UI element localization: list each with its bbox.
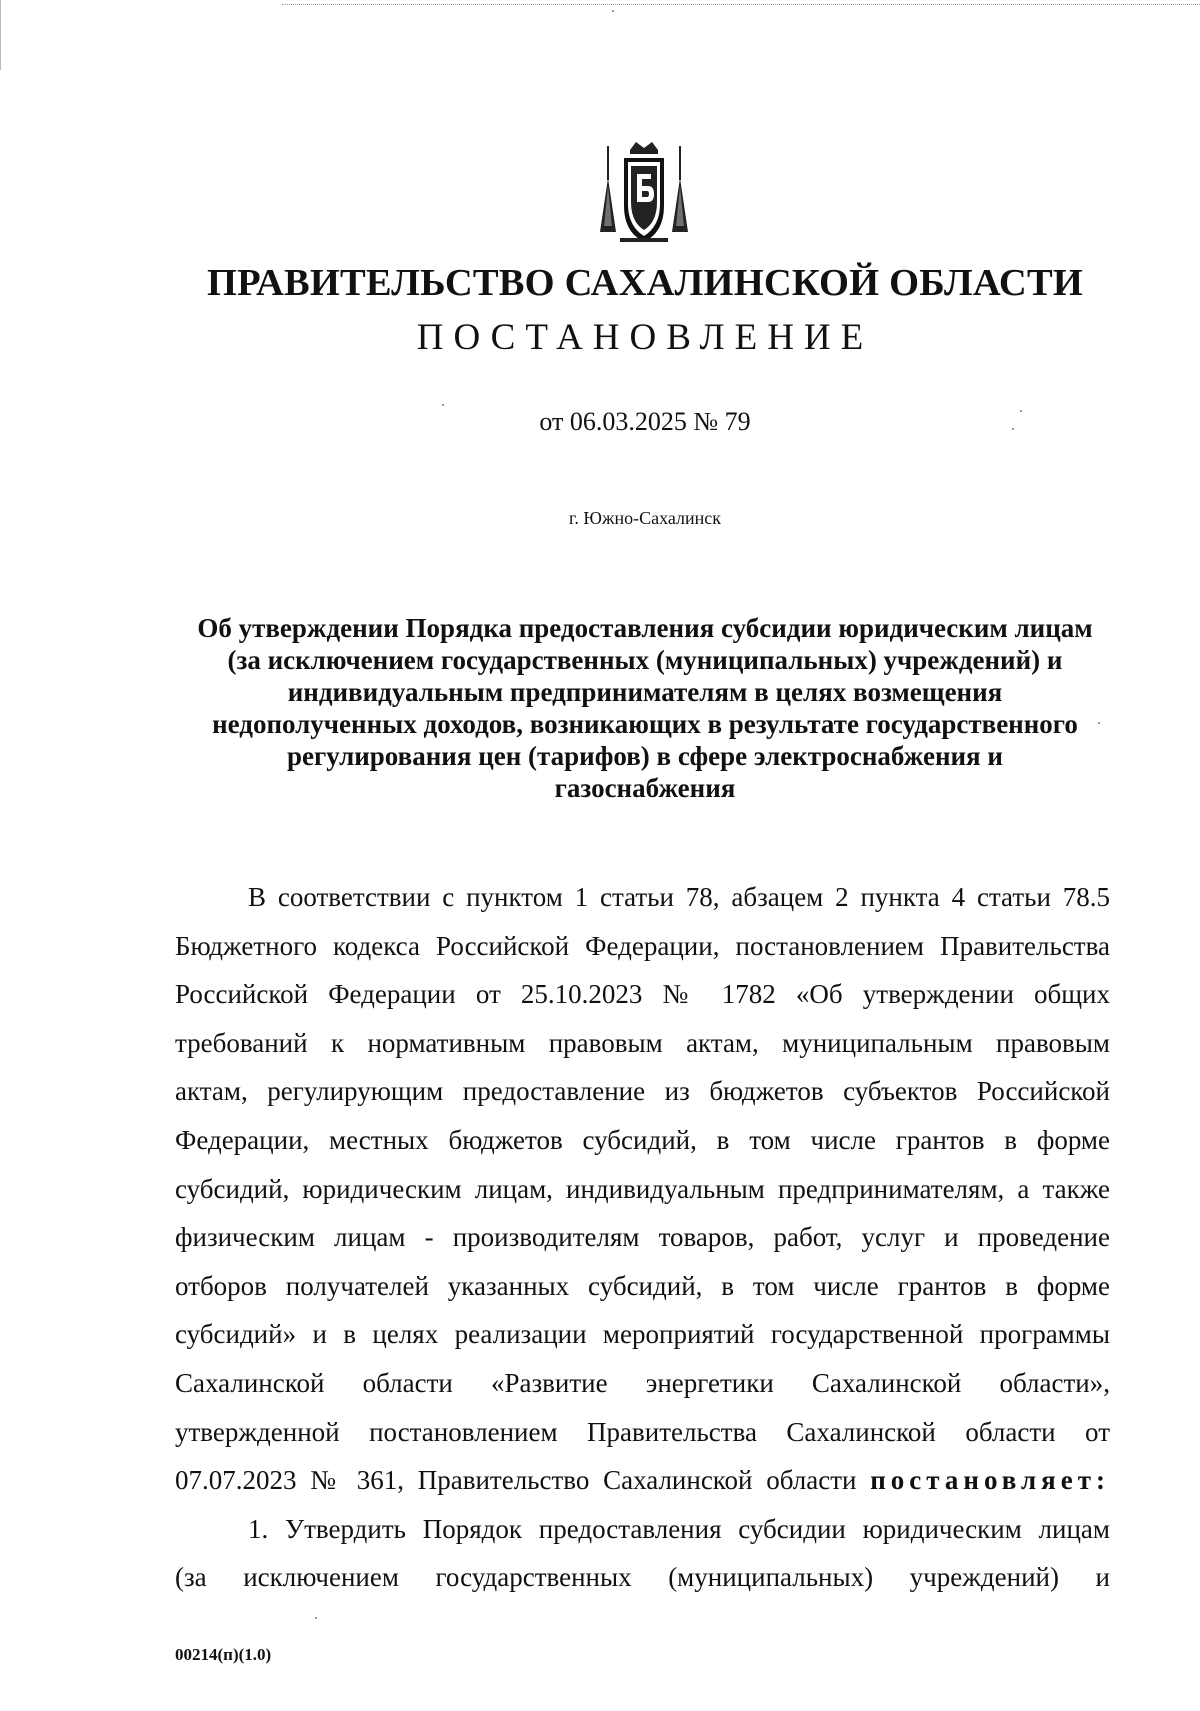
document-type: ПОСТАНОВЛЕНИЕ xyxy=(416,317,874,358)
resolution-colon: : xyxy=(1096,1465,1110,1496)
body-line: отборов получателей указанных субсидий, в том числе грантов в форме xyxy=(175,1270,1110,1301)
document-title-line: Об утверждении Порядка предоставления субсидии юридическим лицам xyxy=(197,613,1093,643)
clause-line: (за исключением государственных (муниципальных) учреждений) и xyxy=(175,1562,1110,1593)
resolution-line xyxy=(175,1456,1110,1505)
body-line: В соответствии с пунктом 1 статьи 78, абзацем 2 пункта 4 статьи 78.5 xyxy=(248,882,1110,912)
document-city: г. Южно-Сахалинск xyxy=(568,508,722,528)
body-line: Федерации, местных бюджетов субсидий, в том числе грантов в форме xyxy=(175,1124,1110,1155)
scan-speck xyxy=(315,1617,317,1619)
body-line: физическим лицам - производителям товаров, работ, услуг и проведение xyxy=(175,1222,1110,1253)
body-line: утвержденной постановлением Правительства Сахалинской области от xyxy=(175,1416,1110,1447)
body-line: субсидий» и в целях реализации мероприятий государственной программы xyxy=(175,1319,1110,1350)
body-line: субсидий, юридическим лицам, индивидуальным предпринимателям, а также xyxy=(175,1173,1110,1204)
sakhalin-coat-of-arms-icon xyxy=(598,140,690,246)
document-title-line: индивидуальным предпринимателям в целях возмещения xyxy=(287,677,1003,707)
clause-line: 1. Утвердить Порядок предоставления субсидии юридическим лицам xyxy=(248,1513,1110,1544)
document-title-line: регулирования цен (тарифов) в сфере электроснабжения и xyxy=(287,741,1003,771)
body-line: Бюджетного кодекса Российской Федерации, постановлением Правительства xyxy=(175,930,1110,961)
document-form-code: 00214(п)(1.0) xyxy=(175,1645,272,1664)
body-line: актам, регулирующим предоставление из бюджетов субъектов Российской xyxy=(175,1076,1110,1107)
scan-speck xyxy=(612,10,614,12)
organization-name: ПРАВИТЕЛЬСТВО САХАЛИНСКОЙ ОБЛАСТИ xyxy=(207,262,1083,304)
document-title-line: (за исключением государственных (муниципальных) учреждений) и xyxy=(227,645,1063,675)
scan-edge-mark xyxy=(0,0,1,70)
document-title-line: газоснабжения xyxy=(554,773,736,803)
body-line: требований к нормативным правовым актам, муниципальным правовым xyxy=(175,1027,1110,1058)
body-line: Сахалинской области «Развитие энергетики Сахалинской области», xyxy=(175,1367,1110,1398)
document-title xyxy=(160,612,1130,804)
body-line: Российской Федерации от 25.10.2023 № 1782 «Об утверждении общих xyxy=(175,979,1110,1010)
resolution-verb: постановляет xyxy=(870,1465,1096,1496)
scan-edge-line xyxy=(282,4,1200,5)
resolution-text: 07.07.2023 № 361, Правительство Сахалинской области xyxy=(175,1465,857,1496)
document-title-line: недополученных доходов, возникающих в результате государственного xyxy=(212,709,1078,739)
document-body xyxy=(175,873,1110,1602)
document-date-number: от 06.03.2025 № 79 xyxy=(539,407,751,436)
